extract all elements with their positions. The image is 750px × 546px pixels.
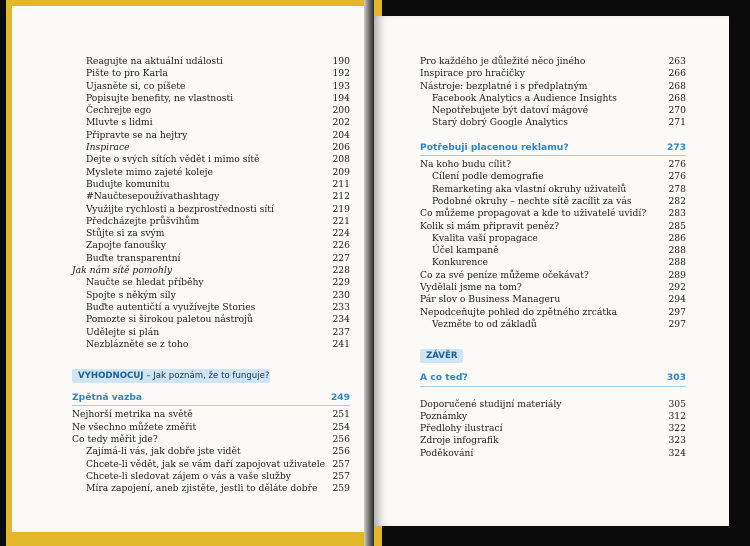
toc-entry-page: 230	[332, 289, 350, 301]
toc-entry	[420, 117, 686, 129]
toc-entry-title: Buďte transparentní	[86, 252, 181, 264]
toc-entry	[420, 423, 686, 435]
toc-entry-page: 288	[668, 245, 686, 257]
left-page	[12, 6, 365, 532]
toc-entry-page: 297	[668, 306, 686, 318]
toc-entry-page: 283	[668, 208, 686, 220]
toc-entry-page: 256	[332, 434, 350, 446]
toc-entry	[72, 117, 350, 129]
right-toc	[420, 56, 686, 460]
toc-entry-title: Účel kampaně	[432, 245, 499, 257]
toc-entry	[72, 314, 350, 326]
toc-entry-page: 193	[332, 80, 350, 92]
toc-entry-title: Nezblázněte se z toho	[86, 338, 189, 350]
section-bar-vyhodnocuj	[72, 369, 270, 383]
toc-entry	[72, 483, 350, 495]
toc-entry	[72, 240, 350, 252]
toc-entry	[420, 435, 686, 447]
section-keyword: VYHODNOCUJ	[78, 371, 144, 382]
toc-entry-title: Jak nám sítě pomohly	[72, 265, 173, 277]
toc-entry	[72, 290, 350, 302]
toc-entry-title: Čechrejte ego	[86, 105, 152, 117]
toc-entry-page: 305	[668, 398, 686, 410]
toc-entry	[72, 434, 350, 446]
heading-rule	[72, 405, 350, 406]
toc-entry-page: 323	[668, 435, 686, 447]
toc-entry-title: Kolik si mám připravit peněz?	[420, 220, 560, 232]
toc-entry-title: Cílení podle demografie	[432, 171, 544, 183]
toc-entry-page: 200	[332, 105, 350, 117]
toc-entry-page: 211	[332, 178, 350, 190]
chapter-heading-a-co-ted: A co teď? 303	[420, 372, 686, 384]
toc-entry	[420, 319, 686, 331]
toc-entry-title: Starý dobrý Google Analytics	[432, 117, 568, 129]
toc-entry-title: Vydělali jsme na tom?	[420, 282, 522, 294]
toc-entry	[420, 105, 686, 117]
toc-entry	[72, 154, 350, 166]
toc-entry-page: 268	[668, 80, 686, 92]
section-keyword: ZÁVĚR	[426, 351, 458, 362]
toc-entry-title: Míra zapojení, aneb zjistěte, jestli to děláte dobře	[86, 483, 318, 495]
toc-entry-page: 206	[332, 142, 350, 154]
toc-entry-page: 285	[668, 220, 686, 232]
toc-entry	[72, 277, 350, 289]
toc-entry	[72, 265, 350, 277]
toc-entry	[72, 327, 350, 339]
toc-entry-title: Nepodceňujte pohled do zpětného zrcátka	[420, 306, 618, 318]
toc-entry	[72, 142, 350, 154]
toc-entry	[72, 302, 350, 314]
toc-entry-page: 292	[668, 282, 686, 294]
toc-entry-page: 286	[668, 232, 686, 244]
toc-entry-page: 322	[668, 423, 686, 435]
toc-entry	[72, 81, 350, 93]
toc-entry-page: 288	[668, 257, 686, 269]
right-toc-entries-3	[420, 399, 686, 460]
toc-entry	[72, 93, 350, 105]
toc-entry-page: 263	[668, 56, 686, 67]
toc-entry-title: Chcete-li vědět, jak se vám daří zapojovat uživatele	[86, 458, 326, 470]
toc-entry-title: Nejhorší metrika na světě	[72, 409, 193, 421]
toc-entry-page: 208	[332, 154, 350, 166]
toc-entry	[72, 471, 350, 483]
toc-entry-title: Poděkování	[420, 447, 474, 459]
toc-entry-title: Konkurence	[432, 257, 488, 269]
toc-entry	[72, 204, 350, 216]
toc-entry-page: 226	[332, 240, 350, 252]
section-subtitle: – Jak poznám, že to funguje?	[143, 371, 270, 382]
toc-entry	[72, 422, 350, 434]
toc-entry-page: 257	[332, 458, 350, 470]
toc-entry	[420, 245, 686, 257]
toc-entry-title: Pár slov o Business Manageru	[420, 294, 561, 306]
toc-entry-title: Reagujte na aktuální události	[86, 56, 223, 67]
toc-entry-title: Remarketing aka vlastní okruhy uživatelů	[432, 183, 627, 195]
toc-entry-page: 271	[668, 117, 686, 129]
right-toc-entries-2	[420, 159, 686, 331]
left-toc	[72, 56, 350, 496]
toc-entry	[72, 191, 350, 203]
toc-entry	[420, 233, 686, 245]
toc-entry-title: Facebook Analytics a Audience Insights	[432, 92, 617, 104]
toc-entry-page: 229	[332, 277, 350, 289]
toc-entry-page: 204	[332, 129, 350, 141]
toc-entry-page: 234	[332, 314, 350, 326]
section-bar-zaver	[420, 349, 463, 363]
toc-entry	[420, 171, 686, 183]
toc-entry	[420, 93, 686, 105]
toc-entry-page: 190	[332, 56, 350, 67]
toc-entry-page: 270	[668, 105, 686, 117]
toc-entry-page: 251	[332, 409, 350, 421]
toc-entry	[72, 68, 350, 80]
toc-entry	[72, 56, 350, 68]
toc-entry	[420, 221, 686, 233]
toc-entry	[72, 216, 350, 228]
chapter-heading-placena-reklama: Potřebuji placenou reklamu? 273	[420, 141, 686, 153]
toc-entry-title: Využijte rychlosti a bezprostřednosti sítí	[86, 203, 274, 215]
right-toc-entries	[420, 56, 686, 130]
toc-entry	[72, 167, 350, 179]
toc-entry-page: 219	[332, 203, 350, 215]
toc-entry-title: Co za své peníze můžeme očekávat?	[420, 269, 589, 281]
toc-entry-page: 194	[332, 92, 350, 104]
toc-entry-title: Nepotřebujete být datoví mágové	[432, 105, 589, 117]
toc-entry-title: Zajímá-li vás, jak dobře jste vidět	[86, 446, 241, 458]
toc-entry-page: 227	[332, 252, 350, 264]
left-toc-entries-2	[72, 409, 350, 495]
toc-entry	[420, 448, 686, 460]
toc-entry-page: 266	[668, 68, 686, 80]
toc-entry-title: Ujasněte si, co píšete	[86, 80, 186, 92]
toc-entry	[420, 68, 686, 80]
toc-entry-page: 256	[332, 446, 350, 458]
toc-entry-title: Připravte se na hejtry	[86, 129, 188, 141]
toc-entry	[420, 184, 686, 196]
toc-entry-page: 224	[332, 228, 350, 240]
toc-entry	[420, 81, 686, 93]
toc-entry-title: Chcete-li sledovat zájem o vás a vaše služby	[86, 470, 291, 482]
toc-entry-title: #Naučtesepoužívathashtagy	[86, 191, 220, 203]
toc-entry-title: Dejte o svých sítích vědět i mimo sítě	[86, 154, 260, 166]
toc-entry-page: 254	[332, 421, 350, 433]
toc-entry-title: Co můžeme propagovat a kde to uživatelé uvidí?	[420, 208, 647, 220]
book-gutter	[364, 0, 374, 546]
toc-entry-title: Kvalita vaší propagace	[432, 232, 538, 244]
toc-entry-page: 257	[332, 470, 350, 482]
toc-entry	[72, 228, 350, 240]
toc-entry-page: 297	[668, 318, 686, 330]
toc-entry-title: Myslete mimo zajeté koleje	[86, 166, 213, 178]
toc-entry-title: Na koho budu cílit?	[420, 159, 512, 171]
toc-entry-title: Inspirace pro hračičky	[420, 68, 525, 80]
toc-entry	[72, 179, 350, 191]
toc-entry-page: 259	[332, 483, 350, 495]
toc-entry	[420, 196, 686, 208]
toc-entry	[420, 399, 686, 411]
toc-entry-title: Pište to pro Karla	[86, 68, 168, 80]
toc-entry-title: Nástroje: bezplatné i s předplatným	[420, 80, 588, 92]
toc-entry-title: Udělejte si plán	[86, 326, 160, 338]
toc-entry-page: 228	[332, 265, 350, 277]
toc-entry	[420, 208, 686, 220]
toc-entry	[420, 270, 686, 282]
toc-entry-page: 192	[332, 68, 350, 80]
toc-entry	[72, 446, 350, 458]
toc-entry	[420, 56, 686, 68]
toc-entry	[72, 253, 350, 265]
toc-entry-title: Předcházejte průšvihům	[86, 215, 200, 227]
toc-entry	[420, 257, 686, 269]
toc-entry-page: 294	[668, 294, 686, 306]
toc-entry-title: Doporučené studijní materiály	[420, 398, 562, 410]
toc-entry-page: 268	[668, 92, 686, 104]
right-page	[374, 16, 729, 526]
toc-entry-page: 221	[332, 215, 350, 227]
toc-entry-page: 278	[668, 183, 686, 195]
toc-entry-title: Inspirace	[86, 142, 130, 154]
toc-entry-title: Stůjte si za svým	[86, 228, 165, 240]
toc-entry-page: 276	[668, 159, 686, 171]
toc-entry-title: Naučte se hledat příběhy	[86, 277, 204, 289]
toc-entry-page: 202	[332, 117, 350, 129]
toc-entry	[72, 409, 350, 421]
toc-entry	[420, 307, 686, 319]
toc-entry-title: Spojte s někým síly	[86, 289, 176, 301]
toc-entry-page: 324	[668, 447, 686, 459]
left-toc-entries	[72, 56, 350, 351]
toc-entry-title: Pro každého je důležité něco jiného	[420, 56, 586, 67]
toc-entry-page: 209	[332, 166, 350, 178]
toc-entry-title: Poznámky	[420, 410, 468, 422]
toc-entry	[72, 339, 350, 351]
toc-entry-title: Popisujte benefity, ne vlastnosti	[86, 92, 234, 104]
toc-entry-title: Co tedy měřit jde?	[72, 434, 158, 446]
toc-entry-page: 282	[668, 195, 686, 207]
toc-entry-page: 241	[332, 338, 350, 350]
toc-entry-title: Buďte autentičtí a využívejte Stories	[86, 301, 256, 313]
toc-entry-page: 276	[668, 171, 686, 183]
toc-entry-title: Ne všechno můžete změřit	[72, 421, 197, 433]
toc-entry	[72, 130, 350, 142]
toc-entry-page: 237	[332, 326, 350, 338]
toc-entry-page: 233	[332, 301, 350, 313]
toc-entry-page: 312	[668, 410, 686, 422]
toc-entry	[420, 411, 686, 423]
chapter-heading-zpetna-vazba: Zpětná vazba 249	[72, 392, 350, 404]
toc-entry-title: Pomozte si širokou paletou nástrojů	[86, 314, 253, 326]
toc-entry-title: Zdroje infografik	[420, 435, 499, 447]
toc-entry	[72, 105, 350, 117]
heading-rule	[420, 386, 686, 387]
toc-entry-title: Vezměte to od základů	[432, 318, 537, 330]
toc-entry	[420, 294, 686, 306]
heading-rule	[420, 155, 686, 156]
toc-entry	[420, 159, 686, 171]
toc-entry-title: Podobné okruhy – nechte sítě zacílit za vás	[432, 195, 632, 207]
toc-entry-title: Předlohy ilustrací	[420, 423, 503, 435]
toc-entry-title: Zapojte fanoušky	[86, 240, 166, 252]
toc-entry	[420, 282, 686, 294]
toc-entry-page: 212	[332, 191, 350, 203]
toc-entry-title: Budujte komunitu	[86, 178, 170, 190]
toc-entry-title: Mluvte s lidmi	[86, 117, 153, 129]
toc-entry	[72, 459, 350, 471]
toc-entry-page: 289	[668, 269, 686, 281]
